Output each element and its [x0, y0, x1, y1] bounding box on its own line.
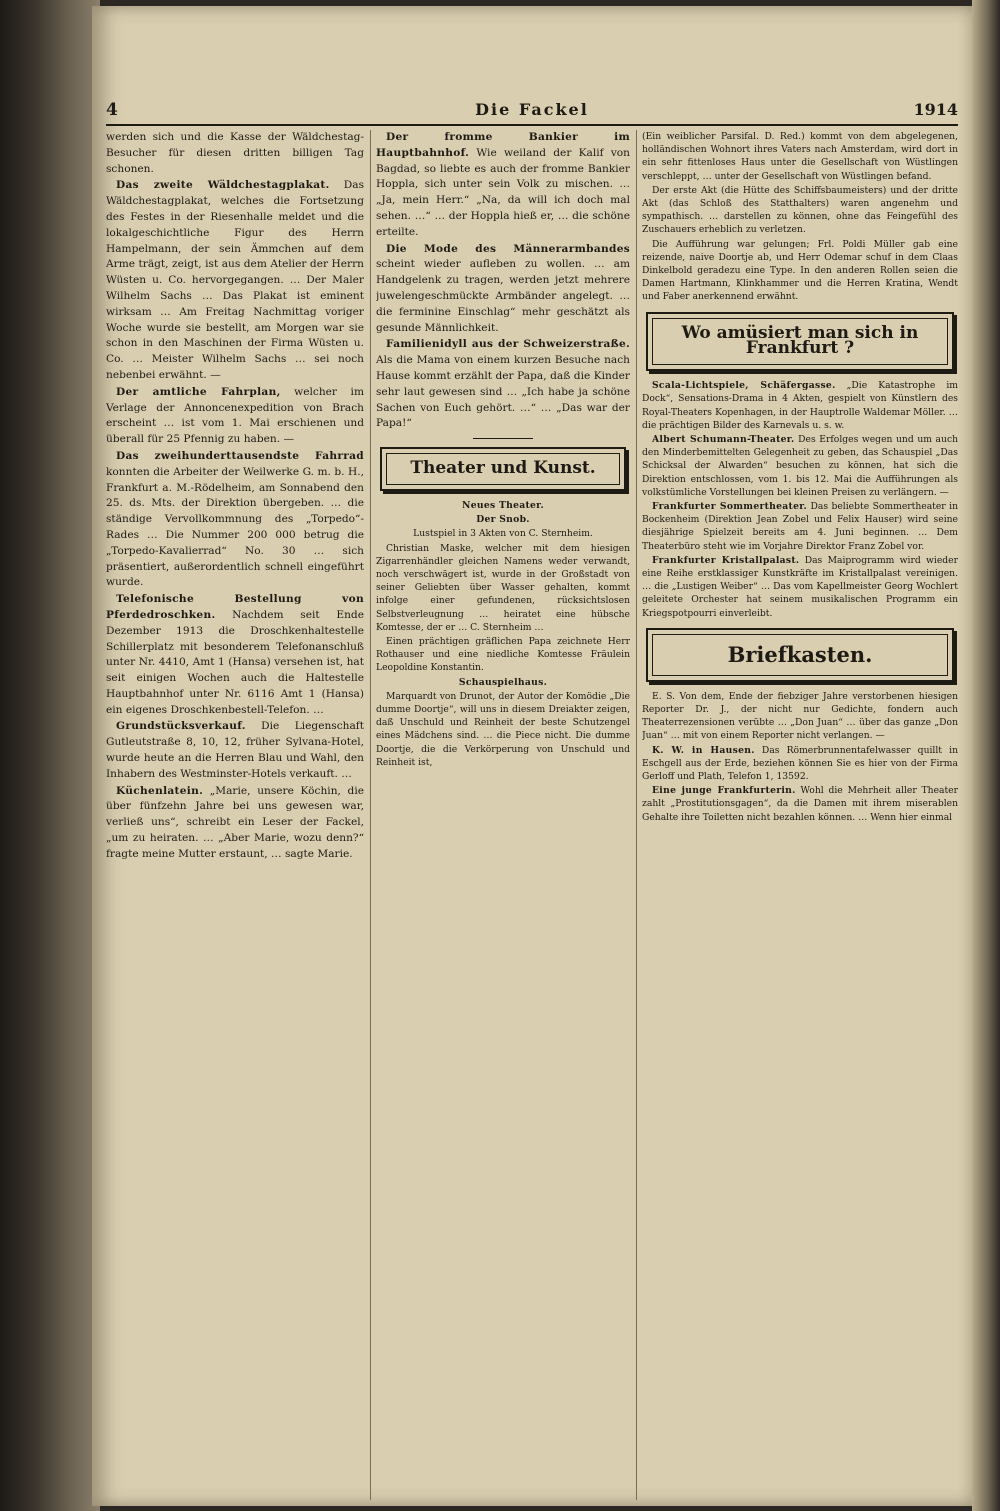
article-text: Das Wäldchestagplakat, welches die Fortsetzung des Festes in der Riesenhalle meldet und die lokalgeschichtliche Figur des Herrn Hampelmann, der sein Ämmchen auf dem Arme trägt, zeigt, ist aus dem Atelier der Herrn Wüsten u. Co. hervorgegangen. … Der Maler Wilhelm Sachs … Das Plakat ist eminent wirksam … Am Freitag Nachmittag voriger Woche wurde sie bestellt, am Morgen war sie schon in den Maschinen der Firma Wüsten u. Co. … Meister Wilhelm Sachs … sei noch nebenbei erwähnt. — — [106, 179, 364, 381]
letter-lead: Eine junge Frankfurterin. — [652, 785, 796, 797]
book-binding-edge — [0, 0, 100, 1511]
article — [106, 719, 364, 782]
letter-entry: E. S. Von dem, Ende der fiebziger Jahre verstorbenen hiesigen Reporter Dr. J., der nicht nur Gedichte, fondern auch Theaterrezensionen verübte … „Don Juan“ … über das ganze „Don Juan“ … mit von einem Reporter nicht verlangen. — — [642, 690, 958, 742]
article-text: scheint wieder aufleben zu wollen. … am Handgelenk zu tragen, werden jetzt mehrere juwelengeschmückte Armbänder angelegt. … die ferminine Einschlag“ mehr geschätzt als gesunde Männlichkeit. — [376, 258, 630, 334]
article — [376, 130, 630, 241]
play-title: Der Snob. — [476, 514, 530, 526]
review-text: Der erste Akt (die Hütte des Schiffsbaumeisters) und der dritte Akt (das Schloß des Statthalters) waren angenehm und sympathisch. … darstellen zu können, ohne das Feingefühl des Zuschauers erheblich zu verletzen. — [642, 184, 958, 236]
sub-heading: Schauspielhaus. — [458, 676, 548, 688]
section-box-amusement — [646, 312, 954, 372]
listing — [642, 379, 958, 432]
listing-lead: Frankfurter Sommertheater. — [652, 501, 808, 513]
article-lead: Der fromme Bankier im Hauptbahnhof. — [376, 131, 630, 159]
listing-text: Das beliebte Sommertheater in Bockenheim (Direktion Jean Zobel und Felix Hauser) wird seine diesjährige Spielzeit bereits am 4. Juni beginnen. … Dem Theaterbüro steht wie im Vorjahre Direktor Franz Zobel vor. — [642, 501, 958, 552]
column-2 — [376, 130, 630, 1500]
review-closing: Einen prächtigen gräflichen Papa zeichnete Herr Rothauser und eine niedliche Komtesse Fräulein Leopoldine Konstantin. — [376, 635, 630, 674]
article — [106, 449, 364, 591]
article — [376, 242, 630, 337]
column-rule — [370, 130, 371, 1500]
letter-entry — [642, 744, 958, 784]
newspaper-page — [92, 6, 972, 1506]
article-lead: Küchenlatein. — [116, 784, 204, 797]
listing-text: Des Erfolges wegen und um auch den Minderbemittelten Gelegenheit zu geben, das Schauspiel „Das Schicksal der Alwarden“ besuchen zu können, hat sich die Direktion entschlossen, vom 1. bis 12. Mai die Aufführungen als volkstümliche Vorstellungen bei kleinen Preisen zu verlängern. — — [642, 434, 958, 498]
section-title: Wo amüsiert man sich in Frankfurt ? — [652, 318, 948, 366]
letter-entry — [642, 784, 958, 824]
article-text: Nachdem seit Ende Dezember 1913 die Droschkenhaltestelle Schillerplatz mit besonderem Telefonanschluß unter Nr. 4410, Amt 1 (Hansa) versehen ist, hat seit einigen Wochen auch die Haltestelle Hauptbahnhof unter Nr. 6116 Amt 1 (Hansa) ein eigenes Droschkenbestell-Telefon. … — [106, 608, 364, 716]
listing — [642, 500, 958, 553]
article — [106, 178, 364, 383]
listing-text: Das Maiprogramm wird wieder eine Reihe erstklassiger Kunstkräfte im Kristallpalast vereinigen. … die „Lustigen Weiber“ … Das vom Kapellmeister Georg Wochlert geleitete Orchester hat seinem musikalischen Programm ein Kriegspotpourri einverleibt. — [642, 554, 958, 619]
listing — [642, 554, 958, 620]
section-title: Briefkasten. — [652, 634, 948, 676]
section-box-theater — [380, 447, 626, 491]
page-number: 4 — [106, 100, 118, 120]
review-text: Die Aufführung war gelungen; Frl. Poldi Müller gab eine reizende, naive Doortje ab, und Herr Odemar schuf in dem Claas Dinkelbold geradezu eine Type. In den anderen Rollen seien die Damen Hartmann, Klinkhammer und die Herren Kratina, Wendt und Faber anerkennend erwähnt. — [642, 238, 958, 303]
section-title: Theater und Kunst. — [386, 453, 620, 485]
masthead — [106, 98, 958, 126]
section-box-letters — [646, 628, 954, 682]
divider — [473, 438, 533, 439]
article-text: Die Liegenschaft Gutleutstraße 8, 10, 12, früher Sylvana-Hotel, wurde heute an die Herren Blau und Wahl, den Inhabern des Westminster-Hotels verkauft. … — [106, 720, 364, 780]
article-text: Als die Mama von einem kurzen Besuche nach Hause kommt erzählt der Papa, daß die Kinder sehr laut gewesen sind … „Ich habe ja schöne Sachen von Euch gehört. …“ … „Das war der Papa!“ — [376, 354, 630, 430]
article-text: „Marie, unsere Köchin, die über fünfzehn Jahre bei uns gewesen war, verließ uns“, schreibt ein Leser der Fackel, „um zu heiraten. … „Aber Marie, wozu denn?“ fragte meine Mutter erstaunt, … sagte Marie. — [106, 784, 364, 860]
listing-lead: Scala-Lichtspiele, Schäfergasse. — [652, 380, 836, 392]
article-lead: Grundstücksverkauf. — [116, 720, 246, 733]
review-text: Christian Maske, welcher mit dem hiesigen Zigarrenhändler gleichen Namens weder verwandt, noch verschwägert ist, wurde in der Großstadt von seiner Geliebten über Wasser gehalten, kommt infolge einer gefundenen, rücksichtslosen Selbstverleugnung … heiratet eine hübsche Komtesse, der er … C. Sternheim … — [376, 542, 630, 633]
play-subtitle: Lustspiel in 3 Akten von C. Sternheim. — [413, 528, 593, 540]
review-text: Marquardt von Drunot, der Autor der Komödie „Die dumme Doortje“, will uns in diesem Dreiakter zeigen, daß Unschuld und Reinheit der beste Schutzengel eines Mädchens sind. … die Piece nicht. Die dumme Doortje, die die Verkörperung von Unschuld und Reinheit ist, — [376, 690, 630, 768]
column-3 — [642, 130, 958, 1500]
article — [376, 337, 630, 432]
listing — [642, 433, 958, 499]
column-1 — [106, 130, 364, 1500]
issue-year: 1914 — [913, 100, 958, 119]
letter-text: Wohl die Mehrheit aller Theater zahlt „Prostitutionsgagen“, da die Damen mit ihrem miserablen Gehalte ihre Toiletten nicht bezahlen können. … Wenn hier einmal — [642, 785, 958, 823]
listing-lead: Frankfurter Kristallpalast. — [652, 554, 800, 566]
page-right-edge — [972, 0, 1000, 1511]
article-lead: Das zweihunderttausendste Fahrrad — [116, 449, 364, 462]
article-text: Wie weiland der Kalif von Bagdad, so liebte es auch der fromme Bankier Hoppla, sich unter sein Volk zu mischen. … „Ja, mein Herr.“ „Na, da will ich doch mal sehen. …“ … der Hoppla hieß er, … die schöne erteilte. — [376, 146, 630, 238]
review-text: (Ein weiblicher Parsifal. D. Red.) kommt von dem abgelegenen, holländischen Wohnort ihres Vaters nach Amsterdam, wird dort in ein sehr fittenloses Haus unter die Gesellschaft von Wüstlingen verschleppt, … unter der Gesellschaft von Wüstlingen befand. — [642, 131, 958, 182]
article — [106, 784, 364, 863]
article-lead: Das zweite Wäldchestagplakat. — [116, 179, 330, 192]
article — [106, 592, 364, 718]
listing-lead: Albert Schumann-Theater. — [652, 434, 795, 446]
letter-text: Das Römerbrunnentafelwasser quillt in Eschgell aus der Erde, beziehen können Sie es hier von der Firma Gerloff und Plath, Telefon 1, 13592. — [642, 744, 958, 782]
article-lead: Familienidyll aus der Schweizerstraße. — [386, 338, 630, 351]
article-text: welcher im Verlage der Annoncenexpedition von Brach erscheint … ist vom 1. Mai erschienen und überall für 25 Pfennig zu haben. — — [106, 385, 364, 446]
newspaper-title: Die Fackel — [475, 100, 589, 119]
letter-lead: K. W. in Hausen. — [652, 744, 755, 756]
article-text: werden sich und die Kasse der Wäldchestag-Besucher für diesen dritten billigen Tag schonen. — [106, 131, 364, 175]
column-rule — [636, 130, 637, 1500]
article-lead: Telefonische Bestellung von Pferdedroschken. — [106, 593, 364, 621]
article — [106, 385, 364, 448]
article-lead: Die Mode des Männerarmbandes — [386, 242, 630, 255]
listing-text: „Die Katastrophe im Dock“, Sensations-Drama in 4 Akten, gespielt von Künstlern des Royal-Theaters Kopenhagen, in der Hauptrolle Waldemar Möller. … die prächtigen Bilder des Karnevals u. s. w. — [642, 380, 958, 431]
article-lead: Der amtliche Fahrplan, — [116, 385, 281, 398]
theater-name: Neues Theater. — [462, 499, 544, 511]
article-text: konnten die Arbeiter der Weilwerke G. m. b. H., Frankfurt a. M.-Rödelheim, am Sonnabend den 25. ds. Mts. der Direktion übergeben. … die ständige Vervollkommnung des „Torpedo“-Rades … Die Nummer 200 000 betrug die „Torpedo-Kavalierrad“ No. 30 … sich präsentiert, außerordentlich schnell eingeführt wurde. — [106, 465, 364, 589]
